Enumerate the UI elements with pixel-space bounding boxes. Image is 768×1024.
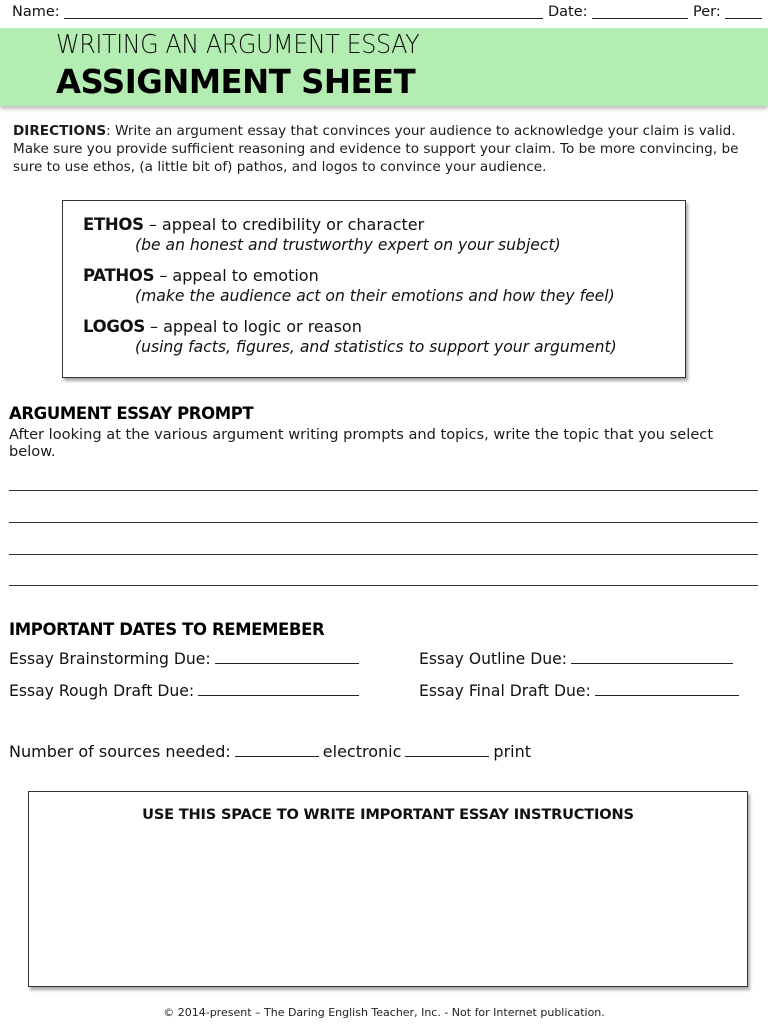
appeal-ethos xyxy=(83,215,561,255)
print-label: print xyxy=(493,742,531,761)
title-line-1: WRITING AN ARGUMENT ESSAY xyxy=(56,30,420,60)
appeal-definition: – appeal to emotion xyxy=(154,266,319,285)
appeal-term: ETHOS xyxy=(83,215,144,234)
date-field[interactable] xyxy=(592,4,688,19)
rhetorical-appeals-box xyxy=(62,200,686,378)
period-label: Per: xyxy=(693,4,721,20)
instructions-box[interactable] xyxy=(28,791,748,987)
directions-paragraph xyxy=(13,122,753,176)
topic-write-line-1[interactable] xyxy=(9,476,758,491)
name-label: Name: xyxy=(12,4,60,20)
brainstorming-due xyxy=(9,649,359,669)
title-banner xyxy=(0,28,768,106)
rough-draft-due xyxy=(9,681,359,701)
period-field[interactable] xyxy=(725,4,762,19)
appeal-pathos xyxy=(83,266,615,306)
appeal-term: PATHOS xyxy=(83,266,155,285)
brainstorming-due-label: Essay Brainstorming Due: xyxy=(9,650,211,668)
name-field[interactable] xyxy=(64,4,543,19)
final-draft-due-field[interactable] xyxy=(595,681,739,696)
student-info-line xyxy=(0,0,768,24)
appeal-note: (make the audience act on their emotions and how they feel) xyxy=(135,287,615,305)
sources-line xyxy=(9,742,531,762)
brainstorming-due-field[interactable] xyxy=(215,649,359,664)
final-draft-due xyxy=(419,681,739,701)
date-label: Date: xyxy=(548,4,588,20)
rough-draft-due-label: Essay Rough Draft Due: xyxy=(9,682,195,700)
outline-due-field[interactable] xyxy=(571,649,733,664)
sources-label: Number of sources needed: xyxy=(9,742,231,761)
directions-text: : Write an argument essay that convinces your audience to acknowledge your claim is valid. Make sure you provide sufficient reasoning and evidence to support your claim. To be more convincing, be sure to use ethos, (a little bit of) pathos, and logos to convince your audience. xyxy=(13,123,739,175)
topic-write-line-4[interactable] xyxy=(9,571,758,586)
appeal-logos xyxy=(83,317,617,357)
rough-draft-due-field[interactable] xyxy=(198,681,359,696)
electronic-label: electronic xyxy=(322,742,402,761)
prompt-instruction: After looking at the various argument writing prompts and topics, write the topic that you select below. xyxy=(9,426,714,460)
appeal-note: (be an honest and trustworthy expert on your subject) xyxy=(135,236,561,254)
print-sources-field[interactable] xyxy=(405,742,489,757)
outline-due xyxy=(419,649,733,669)
appeal-definition: – appeal to credibility or character xyxy=(143,215,425,234)
appeal-term: LOGOS xyxy=(83,317,145,336)
instructions-box-title: USE THIS SPACE TO WRITE IMPORTANT ESSAY INSTRUCTIONS xyxy=(142,806,634,823)
final-draft-due-label: Essay Final Draft Due: xyxy=(419,682,591,700)
outline-due-label: Essay Outline Due: xyxy=(419,650,567,668)
electronic-sources-field[interactable] xyxy=(235,742,319,757)
directions-label: DIRECTIONS xyxy=(13,123,107,139)
title-line-2: ASSIGNMENT SHEET xyxy=(56,62,416,101)
topic-write-line-2[interactable] xyxy=(9,508,758,523)
prompt-heading: ARGUMENT ESSAY PROMPT xyxy=(9,404,254,423)
topic-write-line-3[interactable] xyxy=(9,540,758,555)
appeal-note: (using facts, figures, and statistics to support your argument) xyxy=(135,338,617,356)
dates-heading: IMPORTANT DATES TO REMEMEBER xyxy=(9,620,325,639)
copyright-footer: © 2014-present – The Daring English Teacher, Inc. - Not for Internet publication. xyxy=(163,1006,605,1019)
appeal-definition: – appeal to logic or reason xyxy=(144,317,362,336)
